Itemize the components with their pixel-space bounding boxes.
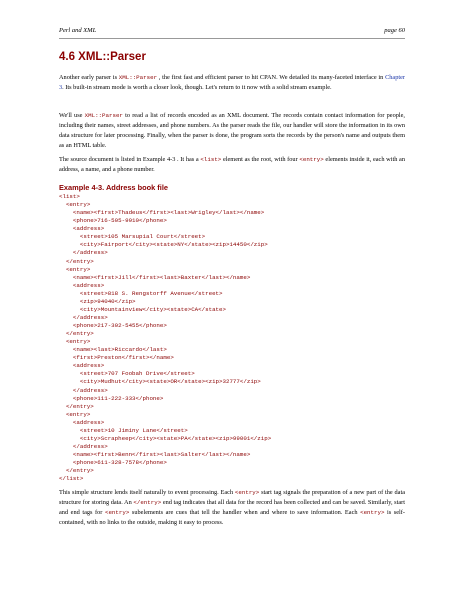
code-line: <name><first>Thadeus</first><last>Wrigley</last></name> [59, 209, 265, 217]
code-line: <phone>716-505-9910</phone> [59, 217, 167, 225]
code-line: </entry> [59, 330, 94, 338]
closing-text-2: start tag signals the preparation of a new part of the data structure for storing data. An [59, 489, 405, 506]
inline-code-xml-parser: XML::Parser [84, 112, 123, 119]
inline-code-list: <list> [200, 156, 222, 163]
code-line: </address> [59, 313, 108, 321]
intro-text-1: Another early parser is [59, 74, 119, 81]
code-line: <address> [59, 225, 105, 233]
page-number: page 60 [384, 27, 405, 34]
code-listing [59, 193, 405, 483]
code-line: <street>10 Jiminy Lane</street> [59, 426, 188, 434]
code-line: <zip>94040</zip> [59, 297, 136, 305]
code-line: <entry> [59, 338, 91, 346]
code-line: <address> [59, 362, 105, 370]
source-text-3: elements inside it, each with an address, a name, and a phone number. [59, 156, 405, 173]
code-line: <address> [59, 281, 105, 289]
code-line: </address> [59, 442, 108, 450]
inline-code-entry: <entry> [299, 156, 324, 163]
inline-code-entry-end: </entry> [133, 498, 162, 506]
code-line: <street>818 S. Rengstorff Avenue</street> [59, 289, 223, 297]
code-line: <name><last>Riccardo</last> [59, 346, 167, 354]
closing-text-4: subelements are cues that tell the handler when and where to save information. Each [129, 508, 361, 516]
section-heading: 4.6 XML::Parser [59, 51, 146, 63]
example-caption: Example 4-3. Address book file [59, 183, 168, 192]
code-line: <city>Mountainview</city><state>CA</state> [59, 305, 226, 313]
code-line: <entry> [59, 410, 91, 418]
inline-code-entry: <entry> [234, 489, 260, 496]
code-line: <street>707 Foobah Drive</street> [59, 370, 195, 378]
code-line: <phone>217-302-5455</phone> [59, 322, 167, 329]
intro-text-3: . Its built-in stream mode is worth a closer look, though. Let's return to it now with a solid stream example. [62, 83, 332, 91]
chapter-3-link[interactable]: Chapter 3 [59, 74, 405, 91]
code-line: <entry> [59, 265, 91, 273]
source-text-1: The source document is listed in Example 4-3 . It has a [59, 156, 201, 163]
usage-paragraph [59, 111, 405, 151]
code-line: <first>Preston</first></name> [59, 354, 174, 362]
code-line: </list> [59, 475, 84, 483]
inline-code-xml-parser: XML::Parser [118, 74, 158, 81]
code-line: <phone>611-328-7578</phone> [59, 459, 167, 467]
code-line: <list> [59, 193, 80, 200]
code-line: <phone>111-222-333</phone> [59, 394, 164, 402]
code-line: </address> [59, 249, 108, 257]
code-line: </address> [59, 386, 108, 394]
header-rule [59, 38, 405, 39]
usage-text-1: We'll use [59, 112, 85, 119]
running-header-title: Perl and XML [59, 27, 97, 34]
code-line: <name><first>Benn</first><last>Salter</last></name> [59, 451, 251, 458]
intro-text-2: , the first fast and efficient parser to hit CPAN. We detailed its many-faceted interface in [157, 74, 386, 81]
source-text-2: element as the root, with four [221, 156, 300, 163]
code-line: </entry> [59, 402, 94, 410]
code-line: </entry> [59, 467, 94, 475]
closing-paragraph [59, 488, 405, 528]
inline-code-entry: <entry> [360, 508, 385, 516]
closing-text-5: is self-contained, with no links to the outside, making it easy to process. [59, 508, 405, 526]
code-line: <address> [59, 418, 105, 426]
code-line: <name><first>Jill</first><last>Baxter</last></name> [59, 273, 251, 281]
code-line: <city>Mudhut</city><state>OR</state><zip>32777</zip> [59, 378, 261, 386]
inline-code-entry: <entry> [104, 508, 130, 516]
closing-text-1: This simple structure lends itself naturally to event processing. Each [59, 489, 235, 496]
closing-text-3: end tag indicates that all data for the record has been collected and can be saved. Similarly, start and end tags for [59, 498, 405, 516]
source-paragraph [59, 155, 405, 175]
code-line: <city>Scrapheep</city><state>PA</state><zip>99001</zip> [59, 434, 272, 442]
usage-text-2: to read a list of records encoded as an XML document. The records contain contact information for people, including their names, street addresses, and phone numbers. As the parser reads the file, our handler will store the information in its own data structure for later processing. Finally, when the parser is done, the program sorts the records by the person's name and outputs them as an HTML table. [59, 112, 405, 149]
code-line: </entry> [59, 257, 94, 265]
code-line: <street>105 Marsupial Court</street> [59, 233, 206, 241]
code-line: <entry> [59, 201, 91, 209]
code-line: <city>Fairport</city><state>NY</state><zip>14450</zip> [59, 241, 268, 249]
intro-paragraph [59, 73, 405, 93]
